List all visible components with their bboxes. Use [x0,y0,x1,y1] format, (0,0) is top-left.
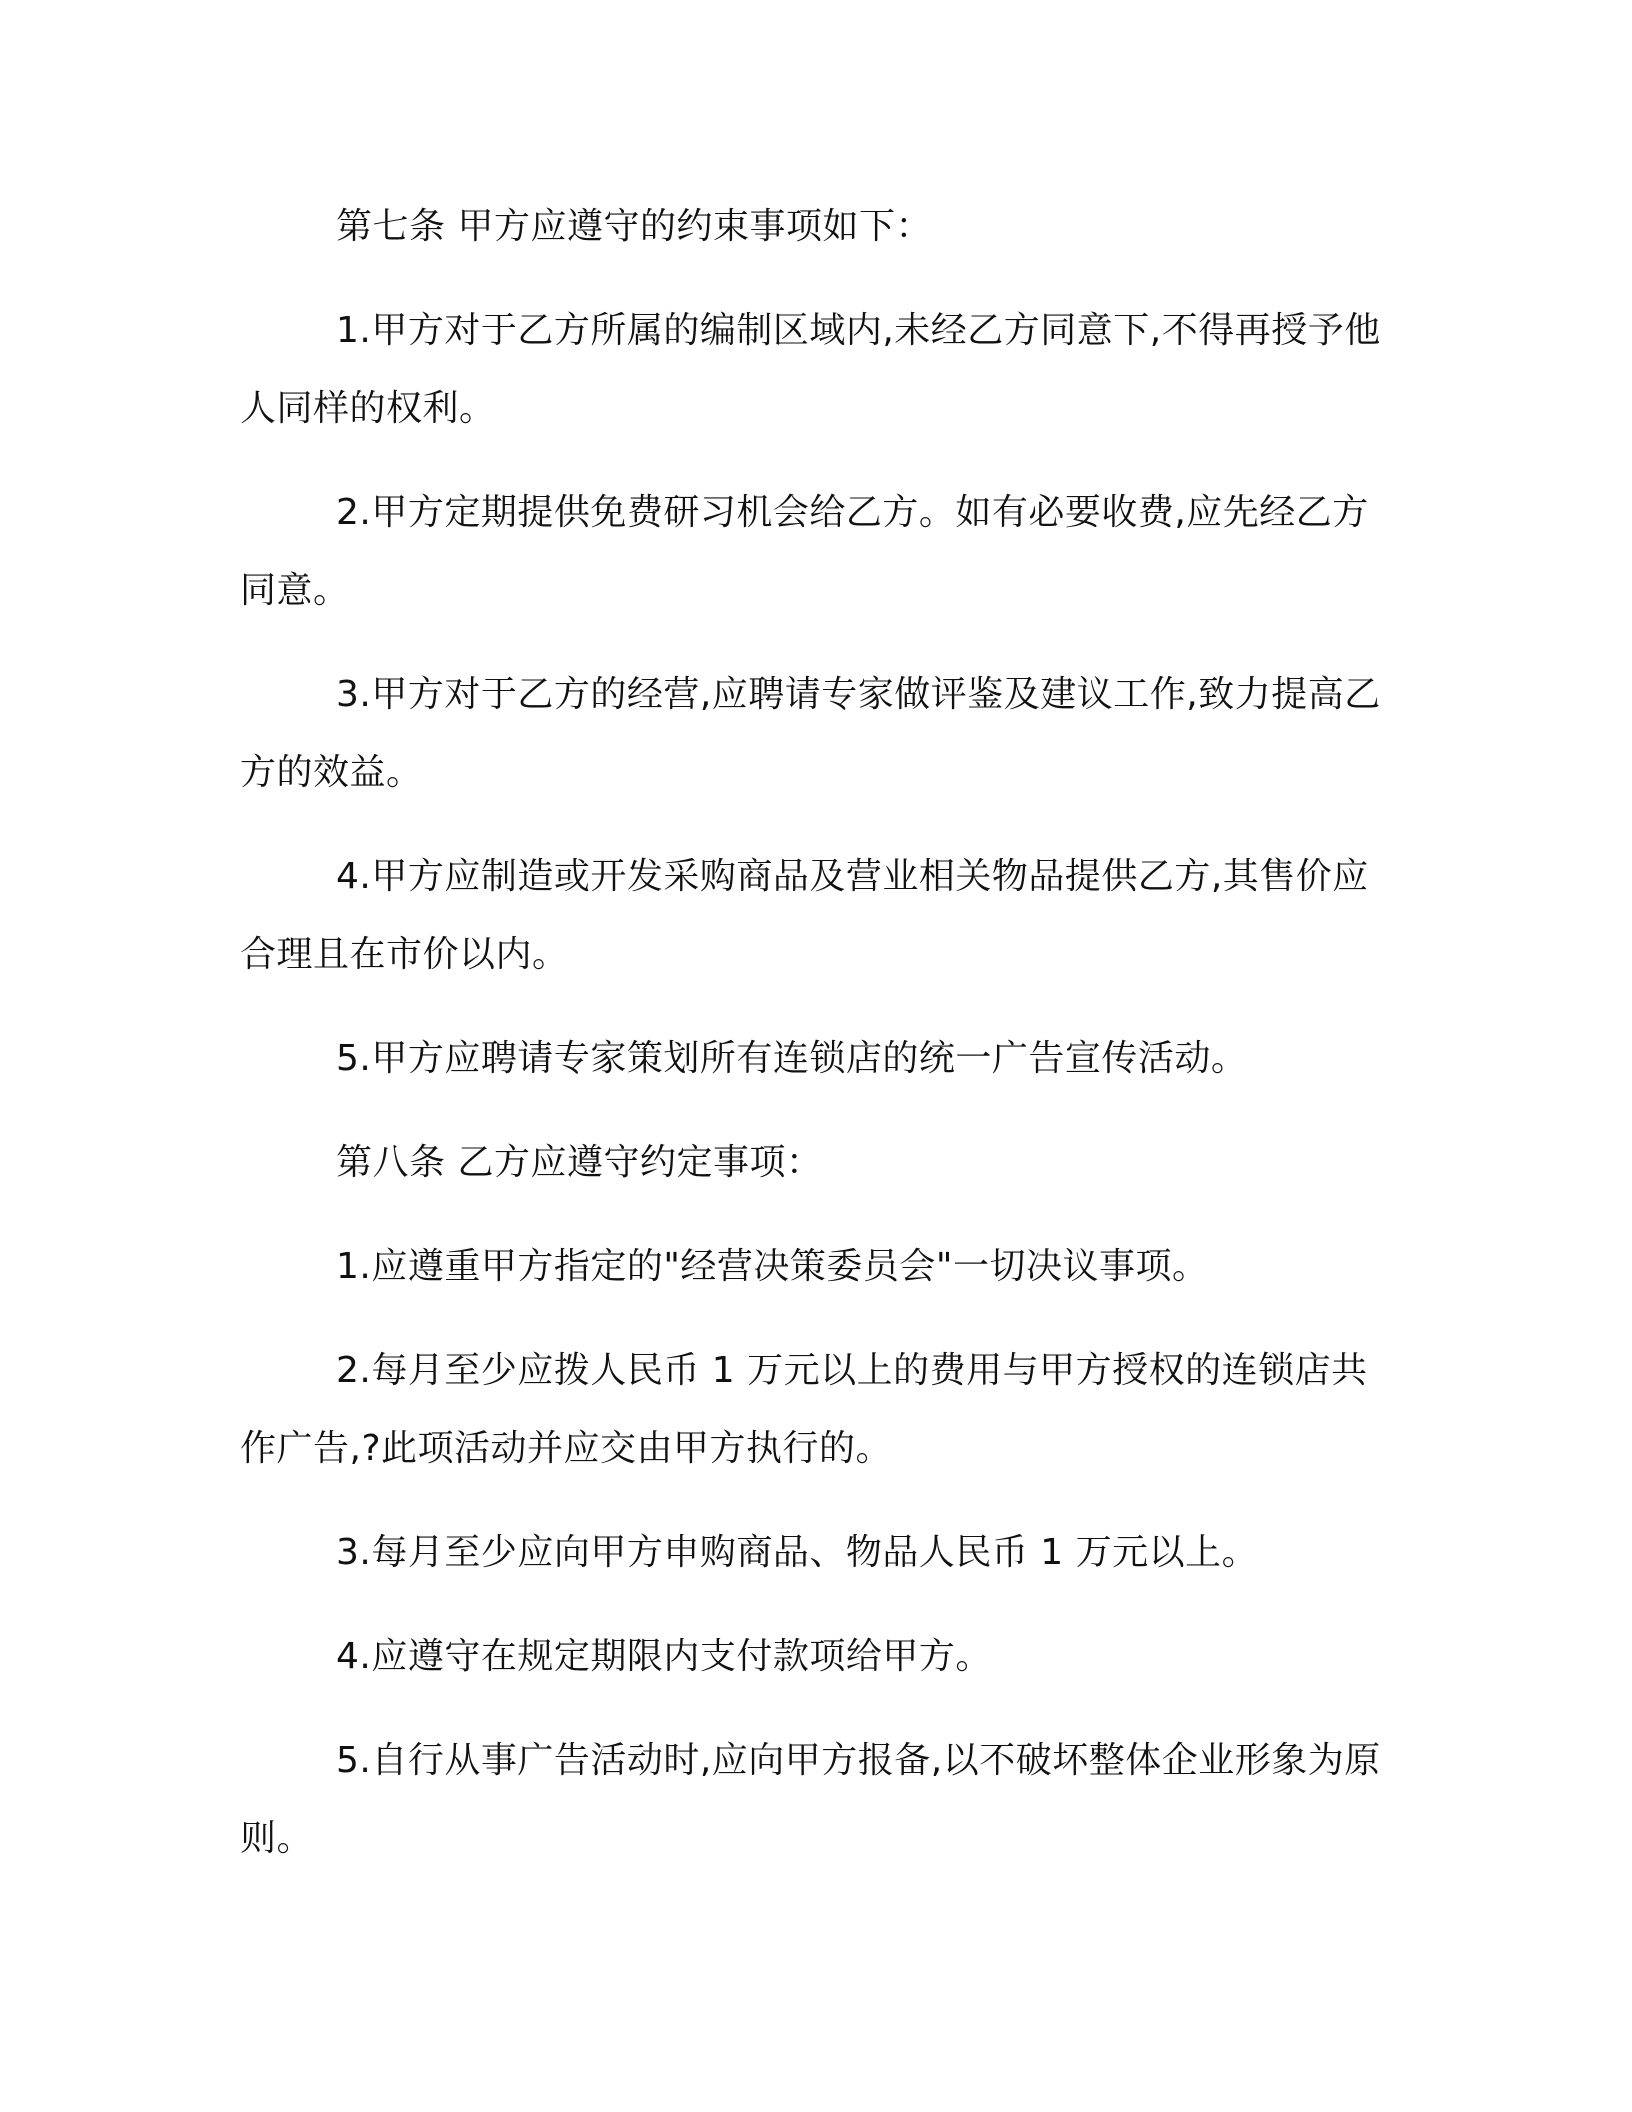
article-7-item-1: 1.甲方对于乙方所属的编制区域内,未经乙方同意下,不得再授予他人同样的权利。 [240,310,1381,429]
article-7-heading: 第七条 甲方应遵守的约束事项如下： [336,206,932,247]
article-8-item-5: 5.自行从事广告活动时,应向甲方报备,以不破坏整体企业形象为原则。 [240,1740,1381,1859]
article-8-heading: 第八条 乙方应遵守约定事项： [336,1142,823,1183]
article-8-item-3: 3.每月至少应向甲方申购商品、物品人民币 1 万元以上。 [336,1532,1259,1573]
article-8-item-2: 2.每月至少应拨人民币 1 万元以上的费用与甲方授权的连锁店共作广告,?此项活动并应交由甲方执行的。 [240,1350,1368,1469]
article-7-item-5: 5.甲方应聘请专家策划所有连锁店的统一广告宣传活动。 [336,1038,1248,1079]
article-8-item-4: 4.应遵守在规定期限内支付款项给甲方。 [336,1636,992,1677]
document-body [240,188,1392,1878]
article-7-item-4: 4.甲方应制造或开发采购商品及营业相关物品提供乙方,其售价应合理且在市价以内。 [240,856,1369,975]
article-7-item-3: 3.甲方对于乙方的经营,应聘请专家做评鉴及建议工作,致力提高乙方的效益。 [240,674,1381,793]
article-7-item-2: 2.甲方定期提供免费研习机会给乙方。如有必要收费,应先经乙方同意。 [240,492,1369,611]
article-8-item-1: 1.应遵重甲方指定的"经营决策委员会"一切决议事项。 [336,1246,1209,1287]
